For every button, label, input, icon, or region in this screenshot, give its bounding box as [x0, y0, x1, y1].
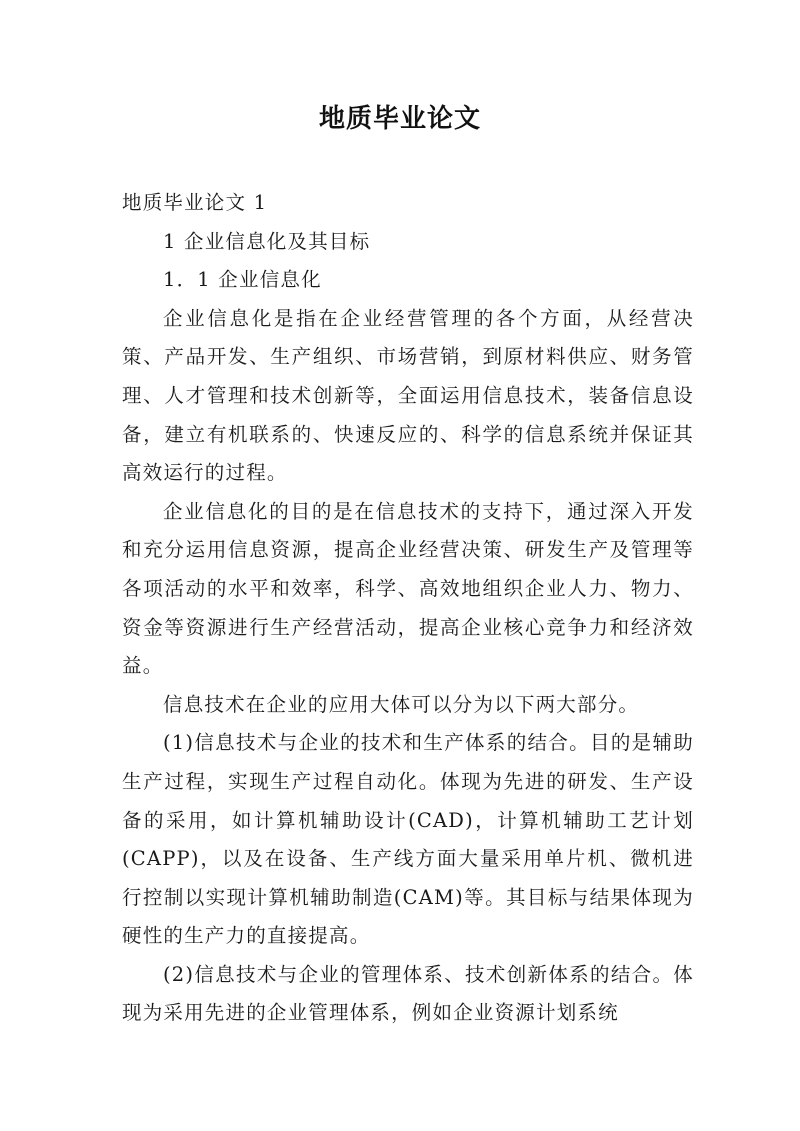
body-paragraph: 企业信息化的目的是在信息技术的支持下，通过深入开发和充分运用信息资源，提高企业经营决策、研发生产及管理等各项活动的水平和效率，科学、高效地组织企业人力、物力、资金等资源进行生产经营活动，提高企业核心竞争力和经济效益。 [122, 499, 694, 678]
document-title: 地质毕业论文 [318, 104, 481, 134]
section-heading: 地质毕业论文 1 [122, 191, 268, 214]
body-paragraph: 企业信息化是指在企业经营管理的各个方面，从经营决策、产品开发、生产组织、市场营销，到原材料供应、财务管理、人才管理和技术创新等，全面运用信息技术，装备信息设备，建立有机联系的、快速反应的、科学的信息系统并保证其高效运行的过程。 [122, 306, 694, 485]
document-body [122, 184, 694, 1033]
body-paragraph: 信息技术在企业的应用大体可以分为以下两大部分。 [163, 692, 640, 716]
subsection-heading: 1．1 企业信息化 [163, 268, 322, 292]
chapter-heading: 1 企业信息化及其目标 [163, 229, 371, 253]
body-paragraph: (1)信息技术与企业的技术和生产体系的结合。目的是辅助生产过程，实现生产过程自动化。体现为先进的研发、生产设备的采用，如计算机辅助设计(CAD)，计算机辅助工艺计划(CAPP)，以及在设备、生产线方面大量采用单片机、微机进行控制以实现计算机辅助制造(CAM)等。其目标与结果体现为硬性的生产力的直接提高。 [122, 731, 694, 948]
body-paragraph: (2)信息技术与企业的管理体系、技术创新体系的结合。体现为采用先进的企业管理体系，例如企业资源计划系统 [122, 962, 694, 1025]
